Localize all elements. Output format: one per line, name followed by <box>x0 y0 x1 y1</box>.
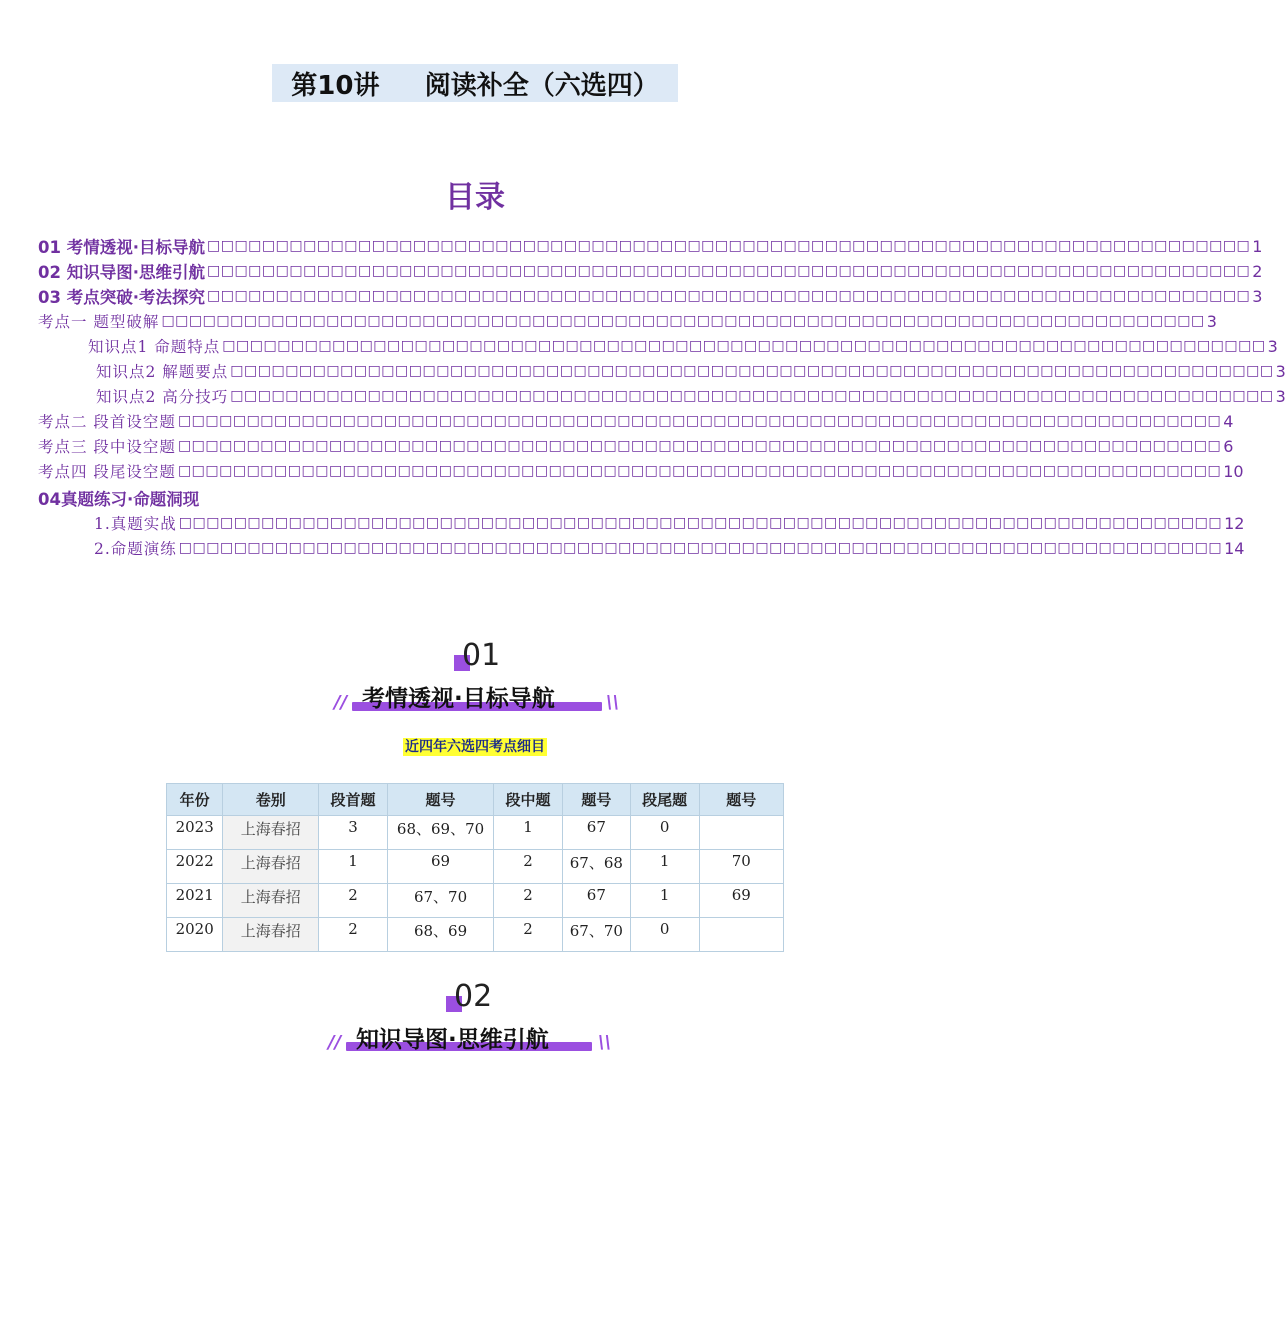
cell-numbers: 67、68 <box>562 850 630 884</box>
toc-item-page: 2 <box>1252 261 1263 281</box>
column-header: 题号 <box>387 784 493 816</box>
toc-item[interactable] <box>94 536 1245 560</box>
exam-points-table <box>166 783 784 952</box>
cell-year: 2020 <box>167 918 223 952</box>
toc-item-page: 6 <box>1223 436 1234 456</box>
toc-item-page: 1 <box>1252 236 1263 256</box>
column-header: 段中题 <box>494 784 563 816</box>
cell-count: 1 <box>494 816 563 850</box>
toc-leader: □□□□□□□□□□□□□□□□□□□□□□□□□□□□□□□□□□□□□□□□□□□□□□□□□□□□□□□□□□□□□□□□□□□□□□□□□□□□ <box>178 515 1223 531</box>
section-title: 知识导图·思维引航 <box>356 1027 549 1053</box>
column-header: 题号 <box>699 784 783 816</box>
cell-numbers <box>699 816 783 850</box>
toc-item[interactable] <box>38 234 1263 258</box>
toc-item-label: 01 考情透视·目标导航 <box>38 238 205 257</box>
toc-item-label: 考点一 题型破解 <box>38 313 160 331</box>
toc-leader: □□□□□□□□□□□□□□□□□□□□□□□□□□□□□□□□□□□□□□□□□□□□□□□□□□□□□□□□□□□□□□□□□□□□□□□□□□□□ <box>177 413 1222 429</box>
cell-count: 2 <box>494 918 563 952</box>
toc-leader: □□□□□□□□□□□□□□□□□□□□□□□□□□□□□□□□□□□□□□□□□□□□□□□□□□□□□□□□□□□□□□□□□□□□□□□□□□□□ <box>230 388 1274 404</box>
toc-item-label: 知识点2 高分技巧 <box>96 388 229 406</box>
toc-item-page: 4 <box>1223 411 1234 431</box>
cell-numbers: 67、70 <box>562 918 630 952</box>
cell-count: 2 <box>494 884 563 918</box>
toc-item-page: 10 <box>1223 461 1244 481</box>
table-row <box>167 884 784 918</box>
toc-leader: □□□□□□□□□□□□□□□□□□□□□□□□□□□□□□□□□□□□□□□□□□□□□□□□□□□□□□□□□□□□□□□□□□□□□□□□□□□□ <box>222 338 1266 354</box>
table-caption-text: 近四年六选四考点细目 <box>405 739 545 755</box>
toc-item-page: 3 <box>1267 336 1278 356</box>
cell-count: 2 <box>494 850 563 884</box>
toc-item-label: 知识点1 命题特点 <box>88 338 221 356</box>
cell-year: 2021 <box>167 884 223 918</box>
toc-item-page: 3 <box>1252 286 1263 306</box>
cell-numbers: 67、70 <box>387 884 493 918</box>
toc-item-label: 04真题练习·命题洞现 <box>38 490 200 509</box>
cell-numbers: 67 <box>562 816 630 850</box>
table-row <box>167 918 784 952</box>
toc-item-page: 3 <box>1206 311 1217 331</box>
toc-item-label: 考点三 段中设空题 <box>38 438 176 456</box>
cell-numbers <box>699 918 783 952</box>
toc-leader: □□□□□□□□□□□□□□□□□□□□□□□□□□□□□□□□□□□□□□□□□□□□□□□□□□□□□□□□□□□□□□□□□□□□□□□□□□□□ <box>206 238 1251 254</box>
toc-item[interactable] <box>94 511 1245 535</box>
cell-paper: 上海春招 <box>223 918 319 952</box>
cell-count: 2 <box>319 884 388 918</box>
toc-item[interactable] <box>96 384 1286 408</box>
toc-item[interactable] <box>38 459 1244 483</box>
cell-count: 0 <box>630 918 699 952</box>
column-header: 段首题 <box>319 784 388 816</box>
table-row <box>167 850 784 884</box>
slash-decoration: \\ <box>598 1032 612 1053</box>
toc-leader: □□□□□□□□□□□□□□□□□□□□□□□□□□□□□□□□□□□□□□□□□□□□□□□□□□□□□□□□□□□□□□□□□□□□□□□□□□□□ <box>177 438 1222 454</box>
toc-item-label: 2.命题演练 <box>94 540 177 558</box>
toc-item-label: 02 知识导图·思维引航 <box>38 263 205 282</box>
toc-leader: □□□□□□□□□□□□□□□□□□□□□□□□□□□□□□□□□□□□□□□□□□□□□□□□□□□□□□□□□□□□□□□□□□□□□□□□□□□□ <box>161 313 1205 329</box>
toc-leader: □□□□□□□□□□□□□□□□□□□□□□□□□□□□□□□□□□□□□□□□□□□□□□□□□□□□□□□□□□□□□□□□□□□□□□□□□□□□ <box>206 263 1251 279</box>
cell-paper: 上海春招 <box>223 884 319 918</box>
table-row <box>167 816 784 850</box>
cell-count: 3 <box>319 816 388 850</box>
toc-item[interactable] <box>38 309 1217 333</box>
toc-item-page: 14 <box>1224 538 1245 558</box>
toc-item-page: 3 <box>1275 361 1286 381</box>
toc-item[interactable] <box>88 334 1278 358</box>
cell-count: 2 <box>319 918 388 952</box>
toc-item[interactable] <box>38 434 1234 458</box>
slash-decoration: \\ <box>606 692 620 713</box>
cell-year: 2023 <box>167 816 223 850</box>
cell-year: 2022 <box>167 850 223 884</box>
section-number: 02 <box>454 979 493 1014</box>
toc-leader: □□□□□□□□□□□□□□□□□□□□□□□□□□□□□□□□□□□□□□□□□□□□□□□□□□□□□□□□□□□□□□□□□□□□□□□□□□□□ <box>230 363 1274 379</box>
document-title: 第10讲 阅读补全（六选四） <box>272 64 678 102</box>
cell-numbers: 69 <box>699 884 783 918</box>
slash-decoration: // <box>328 1032 342 1053</box>
toc-leader: □□□□□□□□□□□□□□□□□□□□□□□□□□□□□□□□□□□□□□□□□□□□□□□□□□□□□□□□□□□□□□□□□□□□□□□□□□□□ <box>206 288 1251 304</box>
table-caption <box>0 736 950 756</box>
table-header-row <box>167 784 784 816</box>
toc-item[interactable] <box>38 409 1234 433</box>
toc-heading: 目录 <box>445 180 505 215</box>
column-header: 段尾题 <box>630 784 699 816</box>
toc-item-label: 知识点2 解题要点 <box>96 363 229 381</box>
toc-item[interactable] <box>96 359 1286 383</box>
cell-numbers: 67 <box>562 884 630 918</box>
cell-count: 0 <box>630 816 699 850</box>
cell-paper: 上海春招 <box>223 816 319 850</box>
toc-leader: □□□□□□□□□□□□□□□□□□□□□□□□□□□□□□□□□□□□□□□□□□□□□□□□□□□□□□□□□□□□□□□□□□□□□□□□□□□□ <box>177 463 1222 479</box>
cell-numbers: 69 <box>387 850 493 884</box>
toc-item-label: 1.真题实战 <box>94 515 177 533</box>
toc-item-label: 考点四 段尾设空题 <box>38 463 176 481</box>
toc-item-label: 03 考点突破·考法探究 <box>38 288 205 307</box>
toc-item-page: 3 <box>1275 386 1286 406</box>
toc-item-label: 考点二 段首设空题 <box>38 413 176 431</box>
toc-item[interactable] <box>38 259 1263 283</box>
cell-numbers: 68、69、70 <box>387 816 493 850</box>
cell-numbers: 70 <box>699 850 783 884</box>
toc-item[interactable] <box>38 284 1263 308</box>
column-header: 题号 <box>562 784 630 816</box>
cell-count: 1 <box>630 850 699 884</box>
section-number: 01 <box>462 638 501 673</box>
cell-paper: 上海春招 <box>223 850 319 884</box>
toc-item[interactable] <box>38 486 812 510</box>
column-header: 卷别 <box>223 784 319 816</box>
column-header: 年份 <box>167 784 223 816</box>
toc-leader: □□□□□□□□□□□□□□□□□□□□□□□□□□□□□□□□□□□□□□□□□□□□□□□□□□□□□□□□□□□□□□□□□□□□□□□□□□□□ <box>178 540 1223 556</box>
cell-count: 1 <box>630 884 699 918</box>
section-title: 考情透视·目标导航 <box>362 686 555 712</box>
cell-numbers: 68、69 <box>387 918 493 952</box>
toc-item-page: 12 <box>1224 513 1245 533</box>
cell-count: 1 <box>319 850 388 884</box>
slash-decoration: // <box>334 692 348 713</box>
